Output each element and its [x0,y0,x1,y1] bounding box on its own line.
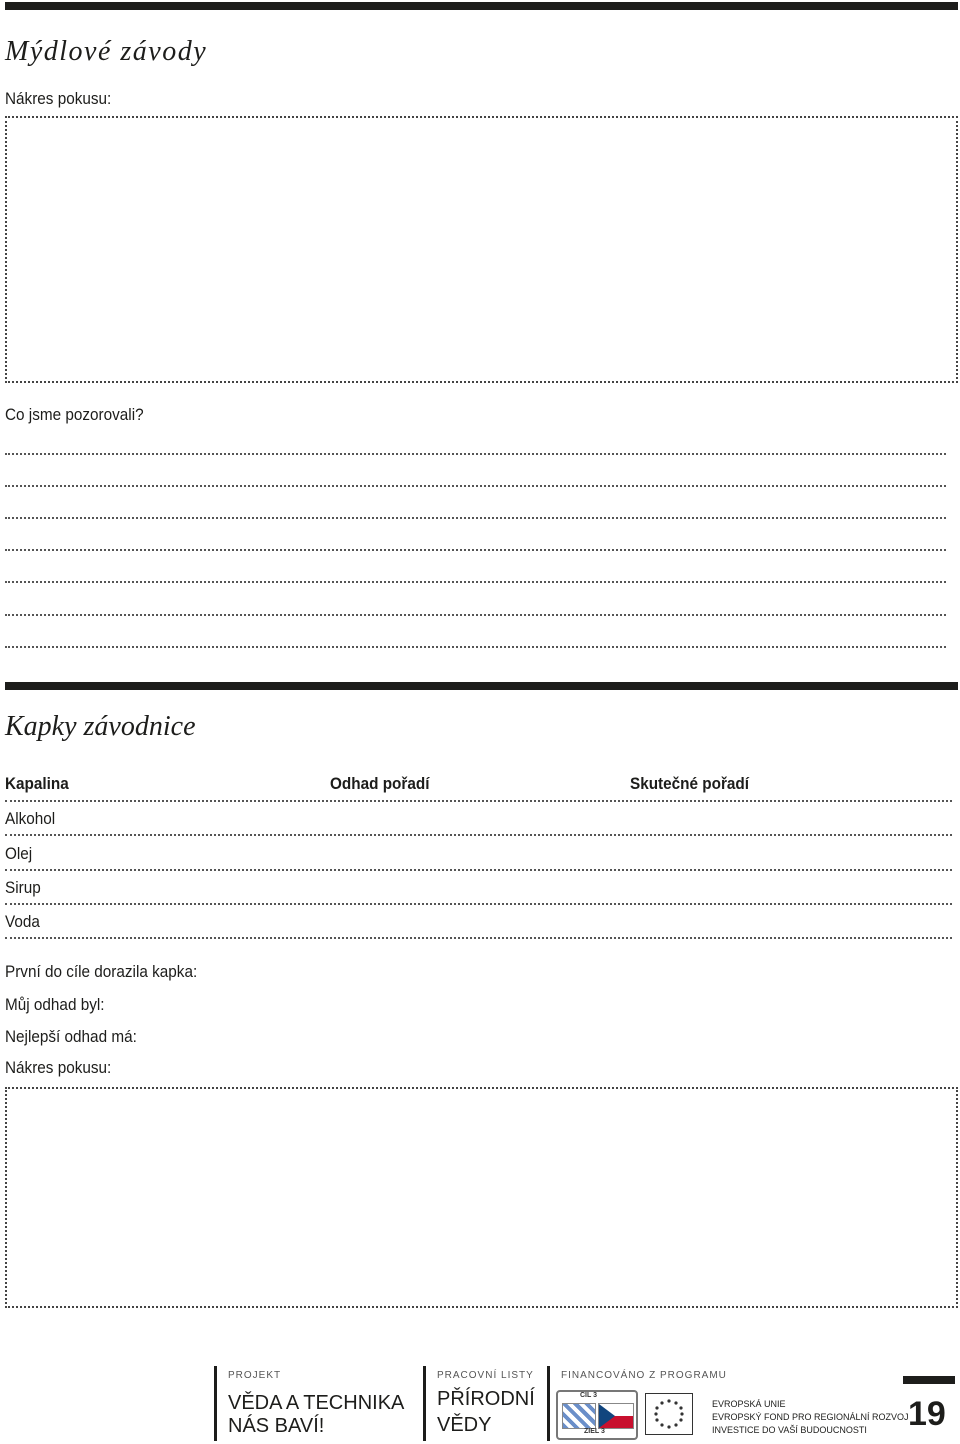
footer-divider [214,1366,217,1441]
eu-line-1: EVROPSKÁ UNIE [712,1399,786,1409]
section-title-drop-racers: Kapky závodnice [5,711,196,742]
table-rule [5,800,952,802]
project-label: PROJEKT [228,1370,282,1381]
worksheets-label: PRACOVNÍ LISTY [437,1370,534,1381]
sketch-label-2: Nákres pokusu: [5,1058,112,1077]
table-header-actual: Skutečné pořadí [630,774,750,793]
first-finish-label: První do cíle dorazila kapka: [5,962,198,981]
section-title-soap-race: Mýdlové závody [5,36,208,67]
worksheets-title-line1: PŘÍRODNÍ [437,1388,535,1410]
table-row-syrup: Sirup [5,878,41,897]
sketch-box-2[interactable] [5,1087,958,1308]
table-rule[interactable] [5,903,952,905]
answer-line[interactable] [5,517,946,519]
footer-divider [547,1366,550,1441]
table-header-liquid: Kapalina [5,774,69,793]
best-guess-label: Nejlepší odhad má: [5,1027,137,1046]
table-rule[interactable] [5,834,952,836]
project-title-line1: VĚDA A TECHNIKA [228,1392,405,1414]
sketch-label: Nákres pokusu: [5,89,112,108]
bavaria-flag-icon [562,1403,596,1429]
sketch-box[interactable] [5,116,958,383]
table-row-oil: Olej [5,844,33,863]
section-rule [5,682,958,690]
top-rule [5,2,958,10]
page-number-rule [903,1376,955,1384]
czech-flag-icon [598,1403,634,1429]
answer-line[interactable] [5,453,946,455]
answer-line[interactable] [5,581,946,583]
table-header-estimate: Odhad pořadí [330,774,430,793]
table-row-water: Voda [5,912,40,931]
answer-line[interactable] [5,646,946,648]
eu-stars-icon [646,1394,692,1434]
table-rule[interactable] [5,937,952,939]
funding-label: FINANCOVÁNO Z PROGRAMU [561,1370,727,1381]
project-title-line2: NÁS BAVÍ! [228,1415,325,1437]
eu-line-3: INVESTICE DO VAŠÍ BUDOUCNOSTI [712,1425,867,1435]
page-number: 19 [908,1395,946,1433]
ziel3-logo-text: CÍL 3 [580,1392,597,1399]
eu-line-2: EVROPSKÝ FOND PRO REGIONÁLNÍ ROZVOJ [712,1412,909,1422]
my-guess-label: Můj odhad byl: [5,995,105,1014]
answer-line[interactable] [5,549,946,551]
answer-line[interactable] [5,485,946,487]
ziel3-logo-text-2: ZIEL 3 [584,1428,605,1435]
eu-flag-icon [645,1393,693,1435]
footer-divider [423,1366,426,1441]
ziel3-logo [556,1390,638,1440]
observed-label: Co jsme pozorovali? [5,405,144,424]
table-rule[interactable] [5,869,952,871]
answer-line[interactable] [5,614,946,616]
worksheets-title-line2: VĚDY [437,1414,492,1436]
table-row-alcohol: Alkohol [5,809,56,828]
